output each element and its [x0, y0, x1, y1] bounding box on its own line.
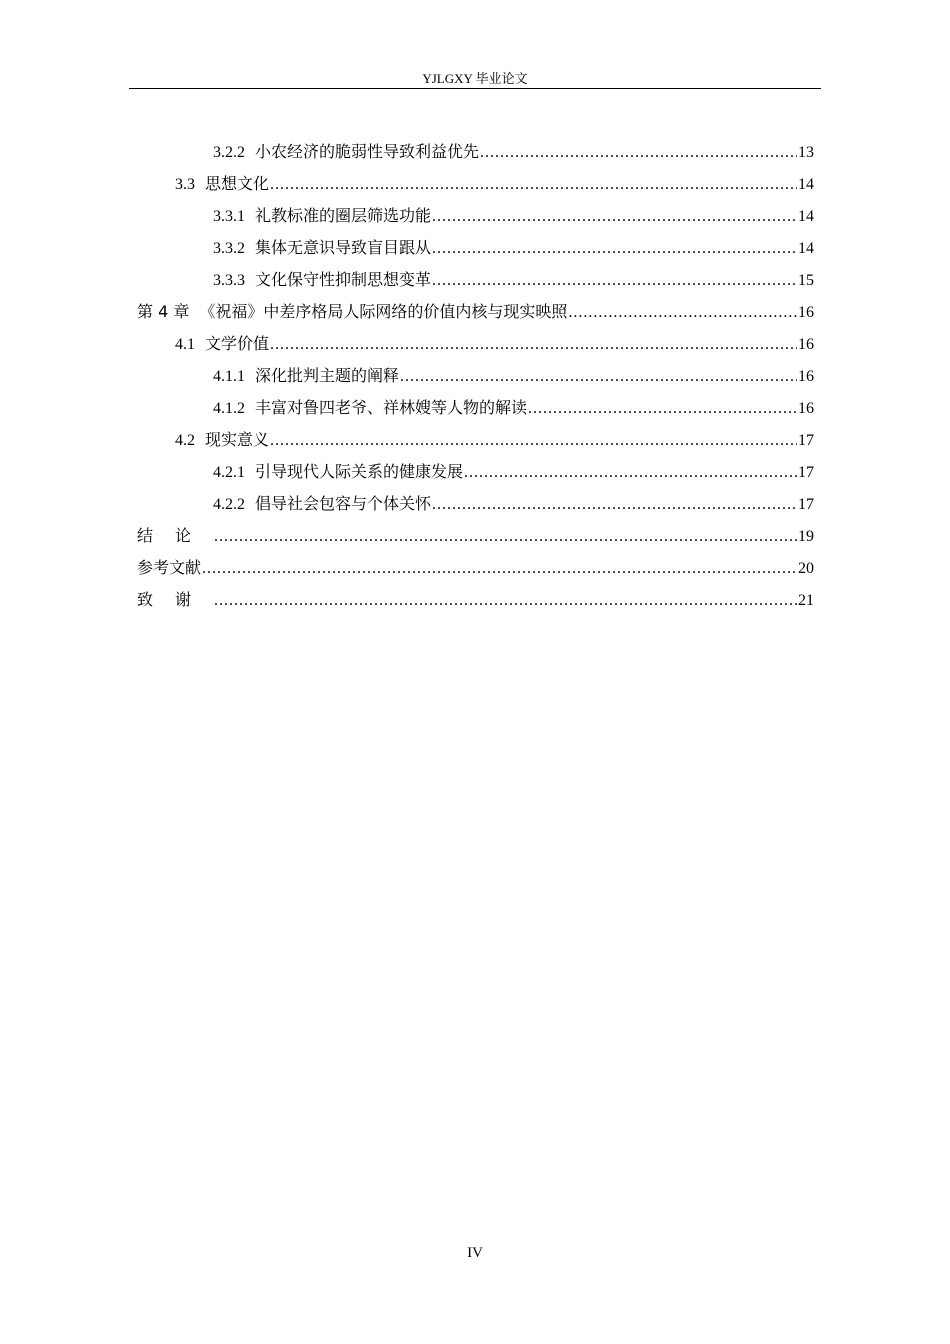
- toc-title: 文化保守性抑制思想变革: [255, 270, 432, 289]
- toc-page: 16: [798, 368, 814, 385]
- dot-leader: [400, 368, 797, 386]
- toc-page: 16: [798, 304, 814, 321]
- toc-page: 20: [798, 560, 814, 577]
- dot-leader: [432, 208, 797, 226]
- toc-page: 16: [798, 400, 814, 417]
- toc-entry[interactable]: [137, 139, 814, 171]
- toc-entry-references[interactable]: [137, 555, 814, 587]
- toc-title: 倡导社会包容与个体关怀: [255, 494, 432, 513]
- toc-number: 3.3.1: [213, 208, 245, 225]
- toc-number: 3.2.2: [213, 144, 245, 161]
- toc-page: 15: [798, 272, 814, 289]
- toc-entry[interactable]: [137, 491, 814, 523]
- toc-page: 14: [798, 240, 814, 257]
- dot-leader: [270, 336, 797, 354]
- page-number: IV: [467, 1245, 483, 1261]
- toc-entry[interactable]: [137, 267, 814, 299]
- toc-page: 13: [798, 144, 814, 161]
- toc-title: 礼教标准的圈层筛选功能: [255, 206, 432, 225]
- toc-page: 21: [798, 592, 814, 609]
- toc-page: 14: [798, 176, 814, 193]
- toc-page: 19: [798, 528, 814, 545]
- toc-title: 现实意义: [205, 430, 270, 449]
- toc-title: 丰富对鲁四老爷、祥林嫂等人物的解读: [255, 398, 528, 417]
- dot-leader: [568, 304, 797, 322]
- dot-leader: [464, 464, 797, 482]
- toc-title: 《祝福》中差序格局人际网络的价值内核与现实映照: [199, 302, 568, 321]
- dot-leader: [432, 240, 797, 258]
- toc-page: 14: [798, 208, 814, 225]
- toc-entry[interactable]: [137, 459, 814, 491]
- toc-entry[interactable]: [137, 363, 814, 395]
- toc-entry-conclusion[interactable]: [137, 523, 814, 555]
- toc-entry[interactable]: [137, 395, 814, 427]
- dot-leader: [214, 528, 797, 546]
- toc-title: 结论: [137, 526, 214, 545]
- toc-title: 文学价值: [205, 334, 270, 353]
- toc-title: 小农经济的脆弱性导致利益优先: [255, 142, 480, 161]
- table-of-contents: [137, 139, 814, 619]
- dot-leader: [270, 432, 797, 450]
- toc-page: 16: [798, 336, 814, 353]
- toc-number: 4.1: [175, 336, 195, 353]
- dot-leader: [480, 144, 797, 162]
- toc-number: 4.2.2: [213, 496, 245, 513]
- dot-leader: [270, 176, 797, 194]
- toc-entry[interactable]: [137, 203, 814, 235]
- toc-page: 17: [798, 496, 814, 513]
- toc-entry[interactable]: [137, 331, 814, 363]
- toc-number: 3.3.3: [213, 272, 245, 289]
- toc-title: 深化批判主题的阐释: [255, 366, 400, 385]
- toc-title: 集体无意识导致盲目跟从: [255, 238, 432, 257]
- toc-number: 4.1.2: [213, 400, 245, 417]
- toc-entry-acknowledgements[interactable]: [137, 587, 814, 619]
- dot-leader: [432, 496, 797, 514]
- toc-entry[interactable]: [137, 427, 814, 459]
- toc-number: 4.2: [175, 432, 195, 449]
- toc-entry[interactable]: [137, 171, 814, 203]
- header-rule: [129, 88, 821, 89]
- toc-number: 第 4 章: [137, 302, 190, 321]
- dot-leader: [432, 272, 797, 290]
- toc-number: 4.1.1: [213, 368, 245, 385]
- toc-page: 17: [798, 464, 814, 481]
- dot-leader: [214, 592, 797, 610]
- dot-leader: [202, 560, 797, 578]
- toc-title: 思想文化: [205, 174, 270, 193]
- toc-number: 3.3.2: [213, 240, 245, 257]
- toc-entry[interactable]: [137, 235, 814, 267]
- page-header: YJLGXY 毕业论文: [422, 71, 528, 86]
- toc-title: 引导现代人际关系的健康发展: [255, 462, 464, 481]
- toc-number: 3.3: [175, 176, 195, 193]
- toc-entry-chapter[interactable]: [137, 299, 814, 331]
- toc-title: 参考文献: [137, 558, 202, 577]
- toc-title: 致谢: [137, 590, 214, 609]
- toc-number: 4.2.1: [213, 464, 245, 481]
- toc-page: 17: [798, 432, 814, 449]
- dot-leader: [528, 400, 797, 418]
